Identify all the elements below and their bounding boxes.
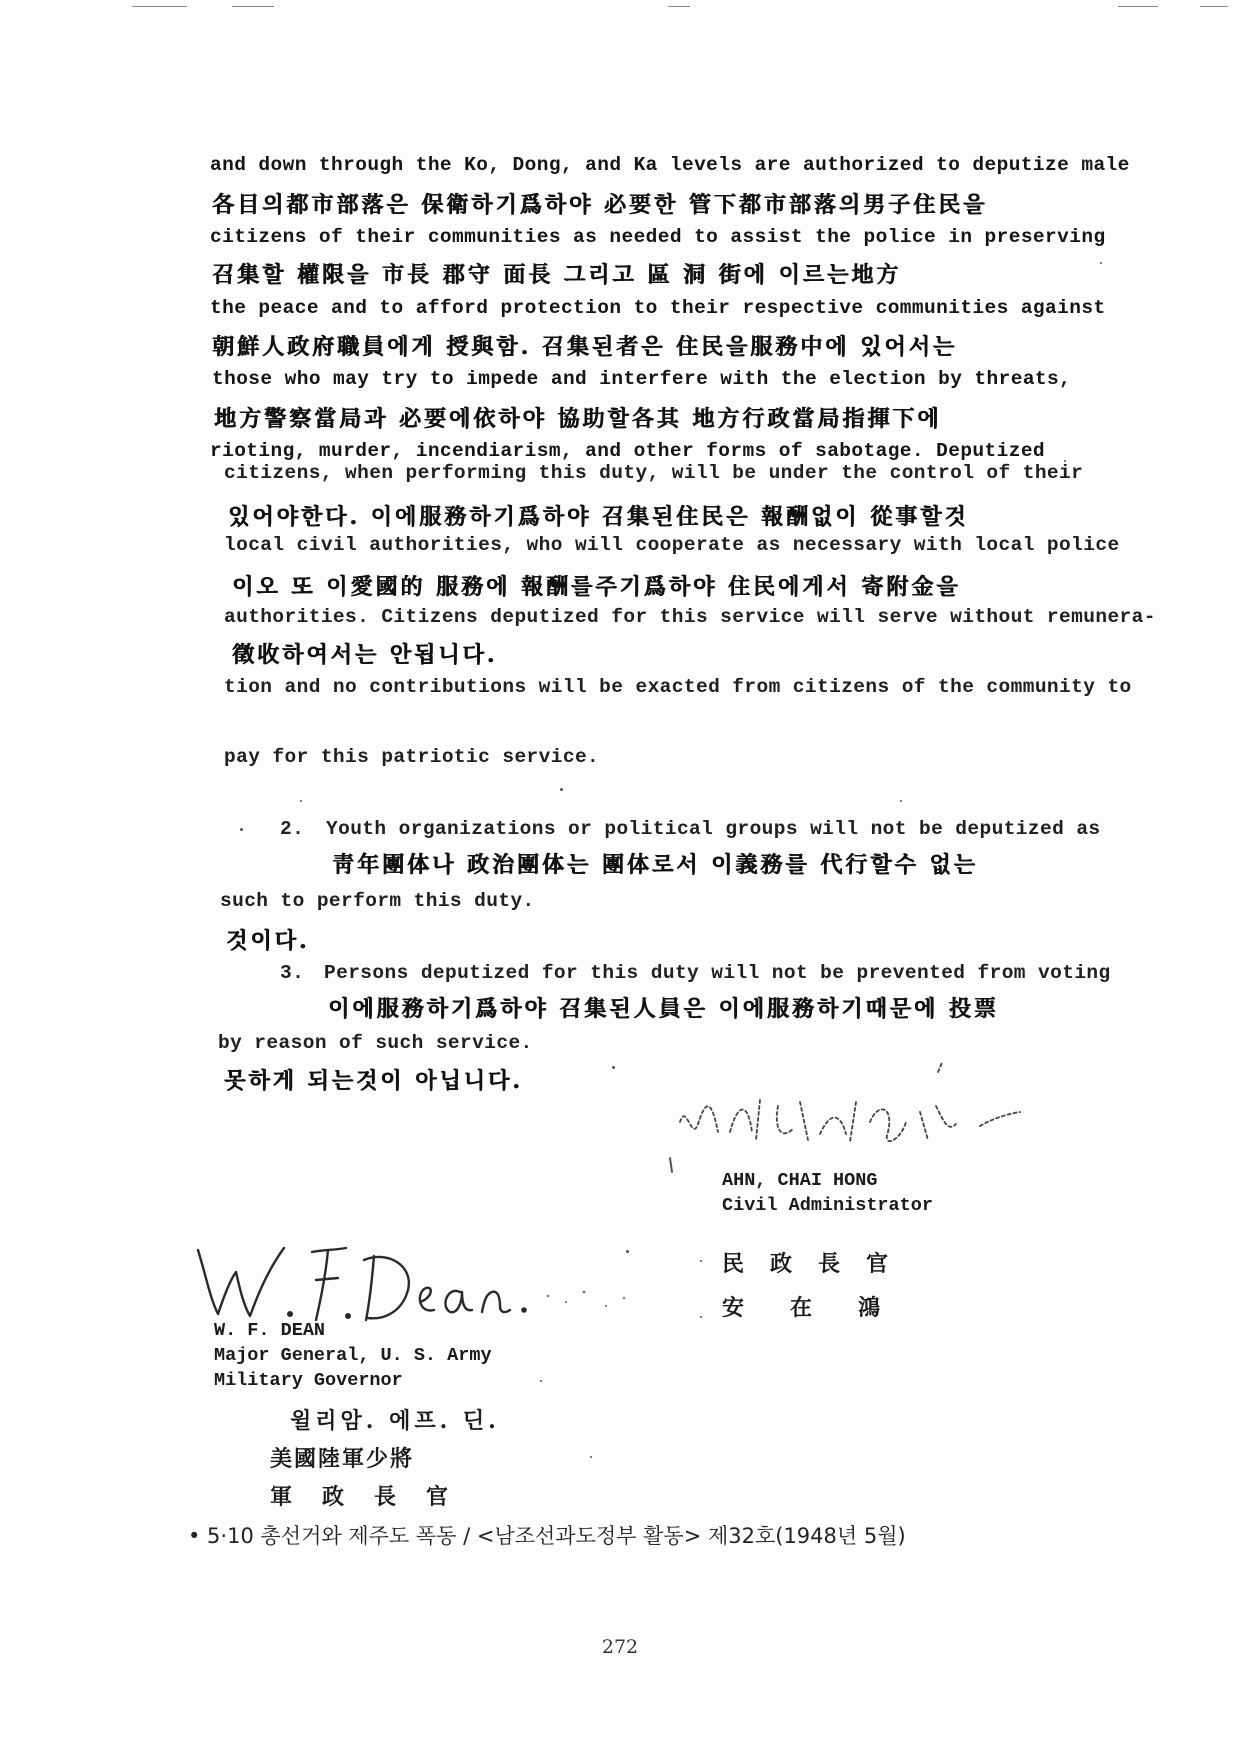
military-governor-korean-title: 軍政長官 [270, 1484, 479, 1510]
military-governor-korean-name: 윌리암. 에프. 딘. [290, 1408, 500, 1434]
body-line: 이오 또 이愛國的 服務에 報酬를주기爲하야 住民에게서 寄附金을 [232, 574, 961, 600]
body-line: citizens, when performing this duty, will be under the control of their [224, 462, 1084, 484]
body-line: pay for this patriotic service. [224, 746, 600, 768]
item-text-korean: 이에服務하기爲하야 召集된人員은 이에服務하기때문에 投票 [328, 996, 999, 1022]
source-caption: • 5·10 총선거와 제주도 폭동 / <남조선과도정부 활동> 제32호(1948년 5월) [188, 1524, 906, 1548]
item-text-korean: 못하게 되는것이 아닙니다. [224, 1068, 523, 1094]
body-line: 있어야한다. 이에服務하기爲하야 召集된住民은 報酬없이 從事할것 [228, 504, 969, 530]
item-number: 3. [280, 962, 305, 984]
item-text: such to perform this duty. [220, 890, 535, 912]
item-text: Persons deputized for this duty will not be prevented from voting [324, 962, 1111, 984]
civil-administrator-korean [722, 1242, 926, 1330]
item-text: by reason of such service. [218, 1032, 533, 1054]
civil-administrator-korean-title: 民政長官 [722, 1251, 915, 1277]
body-line: 召集할 權限을 市長 郡守 面長 그리고 區 洞 街에 이르는地方 [212, 262, 902, 288]
item-text-korean: 靑年團体나 政治團体는 團体로서 이義務를 代行할수 없는 [332, 852, 978, 878]
body-line: those who may try to impede and interfere with the election by threats, [212, 368, 1072, 390]
civil-administrator-title: Civil Administrator [722, 1195, 933, 1216]
body-line: citizens of their communities as needed to assist the police in preserving [210, 226, 1106, 248]
page-number: 272 [601, 1636, 639, 1658]
military-governor-signature [188, 1236, 668, 1326]
body-line: and down through the Ko, Dong, and Ka levels are authorized to deputize male [210, 154, 1130, 176]
military-governor-block [214, 1318, 492, 1393]
item-number: 2. [280, 818, 305, 840]
military-governor-name: W. F. DEAN [214, 1320, 326, 1341]
civil-administrator-signature [660, 1062, 1100, 1182]
item-text: Youth organizations or political groups will not be deputized as [326, 818, 1101, 840]
military-governor-korean-rank: 美國陸軍少將 [270, 1446, 415, 1472]
military-governor-title: Military Governor [214, 1370, 403, 1391]
item-text-korean: 것이다. [226, 928, 310, 954]
civil-administrator-block [722, 1168, 933, 1218]
civil-administrator-name: AHN, CHAI HONG [722, 1170, 878, 1191]
military-governor-korean [270, 1402, 500, 1516]
body-line: 各目의都市部落은 保衛하기爲하야 必要한 管下都市部落의男子住民을 [212, 192, 988, 218]
military-governor-rank: Major General, U. S. Army [214, 1345, 492, 1366]
body-line: rioting, murder, incendiarism, and other forms of sabotage. Deputized [210, 440, 1046, 462]
civil-administrator-korean-name: 安在鴻 [722, 1295, 927, 1321]
body-line: tion and no contributions will be exacted from citizens of the community to [224, 676, 1132, 698]
body-line: 地方警察當局과 必要에依하야 協助할各其 地方行政當局指揮下에 [214, 406, 942, 432]
body-line: the peace and to afford protection to their respective communities against [210, 297, 1106, 319]
body-line: local civil authorities, who will cooperate as necessary with local police [224, 534, 1120, 556]
body-line: 徵收하여서는 안됩니다. [232, 642, 498, 668]
body-line: authorities. Citizens deputized for this service will serve without remunera- [224, 606, 1156, 628]
body-line: 朝鮮人政府職員에게 授與함. 召集된者은 住民을服務中에 있어서는 [212, 334, 958, 360]
